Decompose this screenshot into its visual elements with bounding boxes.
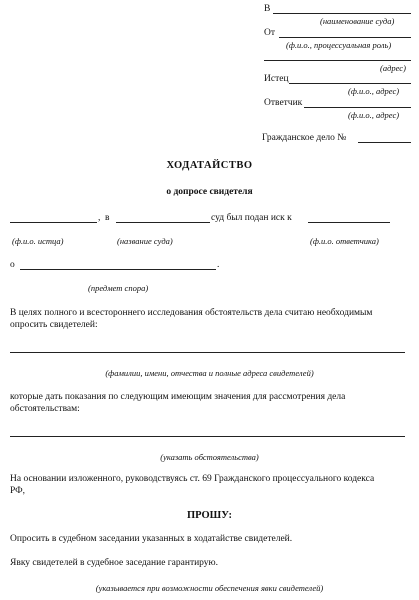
- para2-line1: которые дать показания по следующим имеющим значения для рассмотрения дела: [10, 392, 346, 402]
- request-heading: ПРОШУ:: [186, 510, 233, 521]
- case-number-label: Гражданское дело №: [262, 133, 347, 143]
- address-line: [264, 60, 411, 61]
- circumstances-line: [10, 436, 405, 437]
- defendant-name-hint: (ф.и.о. ответчика): [310, 236, 379, 246]
- document-subtitle: о допросе свидетеля: [166, 187, 253, 197]
- claim-about: о: [10, 260, 15, 270]
- witnesses-line: [10, 352, 405, 353]
- subject-hint: (предмет спора): [88, 283, 149, 293]
- plaintiff-hint: (ф.и.о., адрес): [348, 86, 400, 96]
- to-label: В: [264, 4, 271, 14]
- defendant-line: [304, 107, 411, 108]
- claim-comma: ,: [98, 213, 101, 223]
- para1-line1: В целях полного и всестороннего исследования обстоятельств дела считаю необходимым: [10, 308, 373, 318]
- plaintiff-name-hint: (ф.и.о. истца): [12, 236, 64, 246]
- court-name-hint: (наименование суда): [320, 16, 395, 26]
- document-title: ХОДАТАЙСТВО: [166, 160, 253, 171]
- from-line: [279, 37, 411, 38]
- witnesses-hint: (фамилии, имени, отчества и полные адреса свидетелей): [105, 368, 314, 378]
- para3-line1: На основании изложенного, руководствуясь ст. 69 Гражданского процессуального кодекса: [10, 474, 375, 484]
- from-label: От: [264, 28, 276, 38]
- plaintiff-name-line: [10, 222, 97, 223]
- court-line: [116, 222, 210, 223]
- request-item-1: Опросить в судебном заседании указанных в ходатайстве свидетелей.: [10, 534, 293, 544]
- claim-in: в: [105, 213, 110, 223]
- attendance-hint: (указывается при возможности обеспечения явки свидетелей): [95, 583, 324, 593]
- defendant-name-line: [308, 222, 390, 223]
- address-hint: (адрес): [380, 63, 406, 73]
- plaintiff-line: [289, 83, 411, 84]
- request-item-2: Явку свидетелей в судебное заседание гарантирую.: [10, 558, 219, 568]
- para3-line2: РФ,: [10, 486, 26, 496]
- claim-text: суд был подан иск к: [211, 213, 292, 223]
- court-hint: (название суда): [117, 236, 173, 246]
- from-hint: (ф.и.о., процессуальная роль): [286, 40, 392, 50]
- plaintiff-label: Истец: [264, 74, 289, 84]
- case-number-line: [358, 142, 411, 143]
- para2-line2: обстоятельствам:: [10, 404, 80, 414]
- defendant-hint: (ф.и.о., адрес): [348, 110, 400, 120]
- claim-dot: .: [217, 260, 220, 270]
- defendant-label: Ответчик: [264, 98, 303, 108]
- para1-line2: опросить свидетелей:: [10, 320, 98, 330]
- circumstances-hint: (указать обстоятельства): [160, 452, 259, 462]
- court-name-line: [273, 13, 411, 14]
- subject-line: [20, 269, 216, 270]
